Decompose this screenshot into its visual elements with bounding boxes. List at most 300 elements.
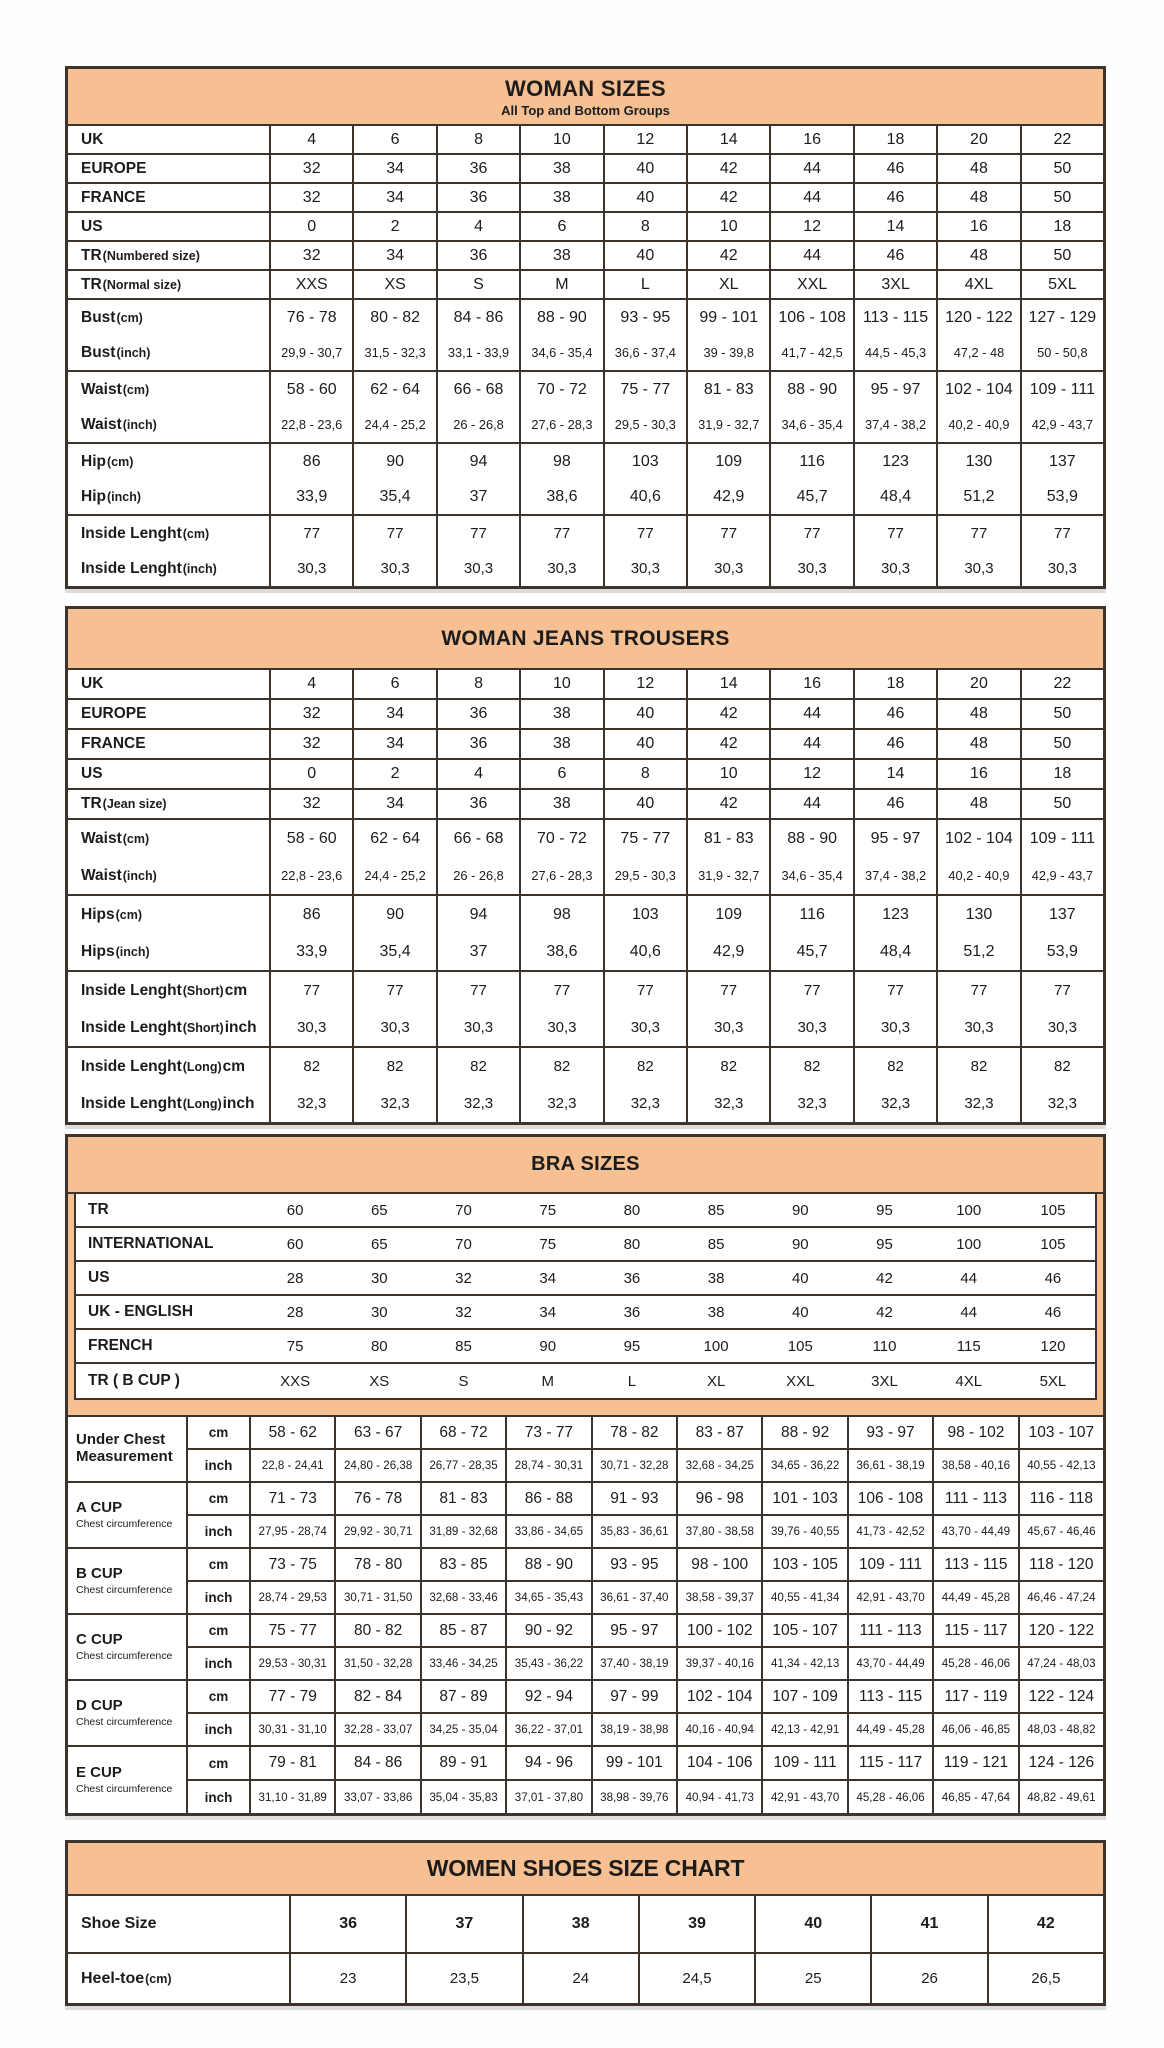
cell: 130 bbox=[938, 896, 1021, 933]
cell: 89 - 91 bbox=[422, 1747, 507, 1779]
cell: 36,61 - 37,40 bbox=[593, 1582, 678, 1613]
row-label-text: Waist bbox=[81, 380, 122, 398]
cell: 24,80 - 26,38 bbox=[336, 1450, 421, 1481]
cell: 20 bbox=[938, 670, 1021, 698]
cell: 115 - 117 bbox=[849, 1747, 934, 1779]
cell: 24,4 - 25,2 bbox=[354, 407, 437, 442]
cell: 46 bbox=[1044, 1269, 1062, 1287]
cell: 78 - 82 bbox=[593, 1417, 678, 1448]
cell: L bbox=[627, 1372, 637, 1390]
table-row bbox=[68, 551, 1103, 586]
cell: 46,85 - 47,64 bbox=[934, 1781, 1019, 1813]
cell: 42 bbox=[688, 184, 771, 211]
row-label bbox=[68, 790, 271, 818]
cell: 86 - 88 bbox=[507, 1483, 592, 1514]
row-label-text: Inside Lenght bbox=[81, 1094, 182, 1112]
row-label-text: TR bbox=[81, 795, 102, 812]
cell: 80 - 82 bbox=[354, 300, 437, 335]
cell: 41,73 - 42,52 bbox=[849, 1516, 934, 1547]
bra-conversion-row bbox=[76, 1330, 1095, 1364]
cell: 38,6 bbox=[521, 479, 604, 514]
cell: 8 bbox=[605, 760, 688, 788]
cell: 30,3 bbox=[605, 1009, 688, 1046]
cell: M bbox=[521, 271, 604, 298]
cup-values bbox=[188, 1417, 1103, 1481]
row-label: FRENCH bbox=[88, 1337, 153, 1354]
cell: 77 bbox=[271, 516, 354, 551]
cell: 6 bbox=[354, 126, 437, 153]
cell: 38 bbox=[521, 184, 604, 211]
table-row bbox=[68, 516, 1103, 551]
cell: 37,40 - 38,19 bbox=[593, 1648, 678, 1679]
cell: 118 - 120 bbox=[1029, 1555, 1094, 1573]
cup-unit-row bbox=[188, 1648, 1103, 1679]
cell: 36 bbox=[438, 700, 521, 728]
cell: 33,1 - 33,9 bbox=[438, 335, 521, 370]
cell: 127 - 129 bbox=[1028, 308, 1097, 326]
cell: 80 bbox=[623, 1235, 641, 1253]
unit-label: cm bbox=[188, 1615, 251, 1646]
cell: 102 - 104 bbox=[938, 820, 1021, 857]
cell: 50 bbox=[1053, 246, 1072, 264]
cell: 48,4 bbox=[855, 933, 938, 970]
cell: 32,68 - 34,25 bbox=[678, 1450, 763, 1481]
cell: 70 bbox=[455, 1235, 472, 1253]
cell: 79 - 81 bbox=[251, 1747, 336, 1779]
cell: 77 bbox=[855, 972, 938, 1009]
table-row bbox=[68, 1896, 1103, 1954]
cell: 31,50 - 32,28 bbox=[336, 1648, 421, 1679]
cell: 95 - 97 bbox=[855, 372, 938, 407]
cell: 30,3 bbox=[688, 551, 771, 586]
unit-label: inch bbox=[188, 1648, 251, 1679]
cell: L bbox=[605, 271, 688, 298]
cell: 30,71 - 32,28 bbox=[593, 1450, 678, 1481]
unit-label: inch bbox=[188, 1714, 251, 1745]
cup-title: Under Chest Measurement bbox=[76, 1431, 173, 1465]
cell: 38,6 bbox=[521, 933, 604, 970]
cell: 36 bbox=[438, 155, 521, 182]
cell: 30,3 bbox=[354, 551, 437, 586]
cup-row-group bbox=[68, 1549, 1103, 1615]
cell: 115 - 117 bbox=[934, 1615, 1019, 1646]
row-label-text: (cm) bbox=[122, 831, 150, 846]
cup-unit-row bbox=[188, 1714, 1103, 1745]
cell: XL bbox=[688, 271, 771, 298]
woman-jeans-rows bbox=[68, 670, 1103, 1122]
cell: 93 - 95 bbox=[605, 300, 688, 335]
cell: 30,3 bbox=[1047, 1019, 1077, 1036]
row-label bbox=[68, 184, 271, 211]
cell: 32,3 bbox=[688, 1085, 771, 1122]
row-label bbox=[68, 1009, 271, 1046]
cell: 32,68 - 33,46 bbox=[422, 1582, 507, 1613]
row-label-text: TR bbox=[81, 246, 102, 264]
cup-title: E CUP bbox=[76, 1764, 122, 1782]
cup-values bbox=[188, 1549, 1103, 1613]
cell: 42 bbox=[688, 790, 771, 818]
cell: 106 - 108 bbox=[849, 1483, 934, 1514]
cell: 50 bbox=[1053, 705, 1072, 722]
cell: 40,6 bbox=[605, 933, 688, 970]
row-label bbox=[68, 271, 271, 298]
cell: 4XL bbox=[938, 271, 1021, 298]
row-label bbox=[68, 516, 271, 551]
cell: 42,91 - 43,70 bbox=[763, 1781, 848, 1813]
cell: 12 bbox=[605, 126, 688, 153]
cell: 123 bbox=[855, 444, 938, 479]
cell: 45,28 - 46,06 bbox=[849, 1781, 934, 1813]
row-label-text: (cm) bbox=[106, 454, 134, 469]
cell: 36,6 - 37,4 bbox=[605, 335, 688, 370]
cell: 50 bbox=[1053, 795, 1072, 812]
cell: 75 - 77 bbox=[605, 372, 688, 407]
row-label-text: Inside Lenght bbox=[81, 524, 182, 542]
table-row bbox=[68, 184, 1103, 213]
cell: 76 - 78 bbox=[336, 1483, 421, 1514]
bra-sizes-header bbox=[68, 1137, 1103, 1194]
row-label-text: (cm) bbox=[122, 382, 150, 397]
cell: 4 bbox=[438, 213, 521, 240]
cell: 98 bbox=[521, 896, 604, 933]
cell: 30,3 bbox=[938, 1009, 1021, 1046]
cell: 34 bbox=[539, 1269, 557, 1287]
row-label bbox=[68, 896, 271, 933]
cell: 29,5 - 30,3 bbox=[605, 857, 688, 894]
cell: 24 bbox=[524, 1954, 640, 2003]
cell: 90 bbox=[791, 1235, 809, 1253]
cell: 4XL bbox=[955, 1372, 983, 1390]
cell: 12 bbox=[771, 213, 854, 240]
cell: 32,3 bbox=[354, 1085, 437, 1122]
cell: 77 bbox=[271, 972, 354, 1009]
row-label: US bbox=[88, 1269, 110, 1286]
cell: 30 bbox=[370, 1269, 388, 1287]
cup-unit-row bbox=[188, 1615, 1103, 1648]
row-label-text: (inch) bbox=[116, 345, 151, 360]
row-label bbox=[68, 155, 271, 182]
cell: 47,24 - 48,03 bbox=[1027, 1657, 1096, 1670]
cell: 75 bbox=[539, 1235, 557, 1253]
cell: 32,3 bbox=[438, 1085, 521, 1122]
cell: 60 bbox=[286, 1235, 304, 1253]
cell: 38 bbox=[524, 1896, 640, 1952]
cell: 40 bbox=[605, 700, 688, 728]
row-group bbox=[68, 896, 1103, 972]
row-label bbox=[68, 820, 271, 857]
cell: 10 bbox=[521, 670, 604, 698]
cell: 109 - 111 bbox=[1029, 380, 1095, 398]
cell: 31,89 - 32,68 bbox=[422, 1516, 507, 1547]
cell: 113 - 115 bbox=[855, 300, 938, 335]
row-label bbox=[68, 700, 271, 728]
cell: 77 bbox=[771, 516, 854, 551]
cell: 6 bbox=[521, 760, 604, 788]
cell: 30,3 bbox=[438, 551, 521, 586]
row-label-text: Shoe Size bbox=[81, 1915, 157, 1932]
shoes-header bbox=[68, 1843, 1103, 1896]
cell: 46 bbox=[855, 155, 938, 182]
row-group bbox=[68, 820, 1103, 896]
cell: 2 bbox=[354, 213, 437, 240]
cell: 40 bbox=[605, 155, 688, 182]
cell: 0 bbox=[271, 760, 354, 788]
table-row bbox=[68, 479, 1103, 514]
cell: 95 bbox=[876, 1235, 893, 1253]
cell: 14 bbox=[688, 670, 771, 698]
cell: 34,25 - 35,04 bbox=[422, 1714, 507, 1745]
cell: 32 bbox=[271, 730, 354, 758]
cell: 37,4 - 38,2 bbox=[855, 857, 938, 894]
cell: 42 bbox=[688, 700, 771, 728]
cell: 6 bbox=[521, 213, 604, 240]
cell: 40 bbox=[756, 1896, 872, 1952]
cell: 100 bbox=[956, 1201, 982, 1219]
row-label-text: UK bbox=[81, 675, 104, 692]
cell: 31,10 - 31,89 bbox=[251, 1781, 336, 1813]
cell: 88 - 90 bbox=[507, 1549, 592, 1580]
cell: 80 - 82 bbox=[336, 1615, 421, 1646]
cell: 77 bbox=[605, 516, 688, 551]
row-label-text: Bust bbox=[81, 308, 116, 326]
cell: 120 - 122 bbox=[1028, 1621, 1095, 1639]
cell: 95 bbox=[876, 1201, 893, 1219]
cell: 5XL bbox=[1048, 275, 1077, 293]
cell: 88 - 90 bbox=[771, 372, 854, 407]
cell: 46,06 - 46,85 bbox=[934, 1714, 1019, 1745]
table-row bbox=[68, 857, 1103, 894]
row-label bbox=[68, 372, 271, 407]
woman-jeans-title: WOMAN JEANS TROUSERS bbox=[441, 626, 730, 650]
cell: 83 - 85 bbox=[422, 1549, 507, 1580]
cell: 40,55 - 41,34 bbox=[763, 1582, 848, 1613]
cell: 75 - 77 bbox=[251, 1615, 336, 1646]
cell: 98 - 102 bbox=[934, 1417, 1019, 1448]
cell: 40 bbox=[605, 790, 688, 818]
cell: 110 bbox=[872, 1337, 897, 1355]
bra-sizes-title: BRA SIZES bbox=[531, 1153, 640, 1175]
cell: 14 bbox=[688, 126, 771, 153]
cell: 77 bbox=[855, 516, 938, 551]
cup-title: B CUP bbox=[76, 1565, 123, 1583]
cell: 26,77 - 28,35 bbox=[422, 1450, 507, 1481]
cell: 46 bbox=[855, 242, 938, 269]
cell: 99 - 101 bbox=[688, 300, 771, 335]
cell: 90 bbox=[539, 1337, 557, 1355]
cell: 113 - 115 bbox=[849, 1681, 934, 1712]
cell: 36 bbox=[438, 790, 521, 818]
row-label-text: inch bbox=[224, 1018, 257, 1036]
cell: 30,31 - 31,10 bbox=[251, 1714, 336, 1745]
cell: 33,46 - 34,25 bbox=[422, 1648, 507, 1679]
cup-values bbox=[188, 1747, 1103, 1813]
cell: 36,61 - 38,19 bbox=[849, 1450, 934, 1481]
row-label-text: Bust bbox=[81, 343, 116, 361]
cell: 30,71 - 31,50 bbox=[336, 1582, 421, 1613]
cell: 32 bbox=[271, 700, 354, 728]
cell: 120 - 122 bbox=[938, 300, 1021, 335]
cell: 48,4 bbox=[855, 479, 938, 514]
cup-subtitle: Chest circumference bbox=[76, 1649, 173, 1662]
cell: 62 - 64 bbox=[354, 820, 437, 857]
row-label-text: Hip bbox=[81, 452, 106, 470]
cell: 16 bbox=[771, 126, 854, 153]
cell: 16 bbox=[771, 670, 854, 698]
cell: 82 bbox=[438, 1048, 521, 1085]
woman-sizes-header bbox=[68, 69, 1103, 126]
cup-row-group bbox=[68, 1681, 1103, 1747]
table-row bbox=[68, 760, 1103, 790]
row-label bbox=[68, 126, 271, 153]
cell: 38 bbox=[521, 242, 604, 269]
woman-sizes-rows bbox=[68, 126, 1103, 586]
cell: 45,7 bbox=[771, 479, 854, 514]
shoes-rows bbox=[68, 1896, 1103, 2003]
cell: 75 bbox=[539, 1201, 557, 1219]
cell: 48,03 - 48,82 bbox=[1027, 1723, 1096, 1736]
cell: 105 bbox=[1040, 1235, 1066, 1253]
cell: 71 - 73 bbox=[251, 1483, 336, 1514]
row-label-text: EUROPE bbox=[81, 705, 147, 722]
cell: 38 bbox=[521, 730, 604, 758]
cell: 30,3 bbox=[771, 1009, 854, 1046]
cell: 103 bbox=[605, 444, 688, 479]
row-label bbox=[68, 479, 271, 514]
cell: 30,3 bbox=[271, 1009, 354, 1046]
cell: 10 bbox=[688, 213, 771, 240]
cell: 51,2 bbox=[938, 479, 1021, 514]
row-label-text: Inside Lenght bbox=[81, 1057, 182, 1075]
cup-label bbox=[68, 1615, 188, 1679]
cell: 83 - 87 bbox=[678, 1417, 763, 1448]
row-label bbox=[68, 760, 271, 788]
woman-jeans-table bbox=[65, 606, 1106, 1125]
row-label bbox=[68, 242, 271, 269]
bra-conversion-row bbox=[76, 1296, 1095, 1330]
cell: 46 bbox=[855, 700, 938, 728]
table-row bbox=[68, 407, 1103, 442]
row-label-text: EUROPE bbox=[81, 159, 147, 177]
cell: 37,01 - 37,80 bbox=[507, 1781, 592, 1813]
cell: 34,65 - 36,22 bbox=[763, 1450, 848, 1481]
cup-unit-row bbox=[188, 1582, 1103, 1613]
row-group bbox=[68, 972, 1103, 1048]
cell: 31,9 - 32,7 bbox=[688, 407, 771, 442]
cell: 29,92 - 30,71 bbox=[336, 1516, 421, 1547]
cell: 26 bbox=[872, 1954, 988, 2003]
cup-label bbox=[68, 1549, 188, 1613]
cup-title: A CUP bbox=[76, 1499, 123, 1517]
cell: 30,3 bbox=[438, 1009, 521, 1046]
cell: 65 bbox=[370, 1201, 388, 1219]
cell: 95 - 97 bbox=[593, 1615, 678, 1646]
row-label-text: (inch) bbox=[106, 489, 141, 504]
cell: 31,9 - 32,7 bbox=[688, 857, 771, 894]
cell: 40 bbox=[791, 1269, 809, 1287]
cup-unit-row bbox=[188, 1483, 1103, 1516]
cell: 16 bbox=[938, 213, 1021, 240]
cup-label bbox=[68, 1681, 188, 1745]
cell: 22,8 - 24,41 bbox=[251, 1450, 336, 1481]
cell: 81 - 83 bbox=[422, 1483, 507, 1514]
row-label-text: (Short) bbox=[182, 1020, 224, 1035]
cell: 94 bbox=[438, 896, 521, 933]
bra-conversion-row bbox=[76, 1364, 1095, 1398]
row-label: TR ( B CUP ) bbox=[88, 1372, 180, 1389]
cell: 32,3 bbox=[938, 1085, 1021, 1122]
cell: 35,43 - 36,22 bbox=[507, 1648, 592, 1679]
row-label-text: US bbox=[81, 217, 103, 235]
row-label bbox=[68, 972, 271, 1009]
cell: 48 bbox=[938, 184, 1021, 211]
cell: 40 bbox=[791, 1303, 809, 1321]
cell: 44,49 - 45,28 bbox=[849, 1714, 934, 1745]
cell: 28 bbox=[286, 1303, 304, 1321]
row-label bbox=[68, 335, 271, 370]
cell: 30,3 bbox=[521, 551, 604, 586]
cell: 53,9 bbox=[1046, 487, 1078, 505]
cell: 18 bbox=[855, 670, 938, 698]
cell: 44 bbox=[771, 730, 854, 758]
woman-sizes-subtitle: All Top and Bottom Groups bbox=[501, 102, 670, 118]
row-label bbox=[68, 444, 271, 479]
unit-label: cm bbox=[188, 1417, 251, 1448]
cell: 36 bbox=[291, 1896, 407, 1952]
cell: 28 bbox=[286, 1269, 304, 1287]
cell: 124 - 126 bbox=[1028, 1754, 1095, 1771]
cell: 37 bbox=[438, 479, 521, 514]
cell: 34 bbox=[354, 184, 437, 211]
cell: 88 - 90 bbox=[771, 820, 854, 857]
row-label-text: Heel-toe bbox=[81, 1969, 145, 1987]
cup-unit-row bbox=[188, 1450, 1103, 1481]
row-label-text: cm bbox=[224, 981, 248, 999]
unit-label: inch bbox=[188, 1516, 251, 1547]
cell: XL bbox=[706, 1372, 726, 1390]
cell: 30,3 bbox=[271, 551, 354, 586]
cell: 82 bbox=[271, 1048, 354, 1085]
cup-values bbox=[188, 1483, 1103, 1547]
cell: 73 - 75 bbox=[251, 1549, 336, 1580]
row-label-text: (cm) bbox=[116, 310, 143, 325]
cell: 34 bbox=[354, 155, 437, 182]
cell: 86 bbox=[271, 896, 354, 933]
row-label-text: (inch) bbox=[122, 868, 157, 883]
cell: 35,04 - 35,83 bbox=[422, 1781, 507, 1813]
cell: 82 bbox=[354, 1048, 437, 1085]
cup-unit-row bbox=[188, 1781, 1103, 1813]
cell: 30,3 bbox=[938, 551, 1021, 586]
cell: 48 bbox=[938, 155, 1021, 182]
cell: 18 bbox=[1053, 765, 1072, 782]
cell: 34,6 - 35,4 bbox=[771, 407, 854, 442]
cell: 130 bbox=[938, 444, 1021, 479]
cell: 37 bbox=[407, 1896, 523, 1952]
cell: 91 - 93 bbox=[593, 1483, 678, 1514]
cell: 45,67 - 46,46 bbox=[1027, 1525, 1096, 1538]
row-label-text: (Normal size) bbox=[102, 277, 182, 292]
cup-row-group bbox=[68, 1615, 1103, 1681]
cup-unit-row bbox=[188, 1681, 1103, 1714]
cell: 36 bbox=[623, 1303, 641, 1321]
row-label-text: UK bbox=[81, 130, 104, 148]
cell: 29,5 - 30,3 bbox=[605, 407, 688, 442]
cell: 100 bbox=[956, 1235, 982, 1253]
cell: 87 - 89 bbox=[422, 1681, 507, 1712]
cup-values bbox=[188, 1615, 1103, 1679]
table-row bbox=[68, 1085, 1103, 1122]
cell: 109 bbox=[688, 896, 771, 933]
